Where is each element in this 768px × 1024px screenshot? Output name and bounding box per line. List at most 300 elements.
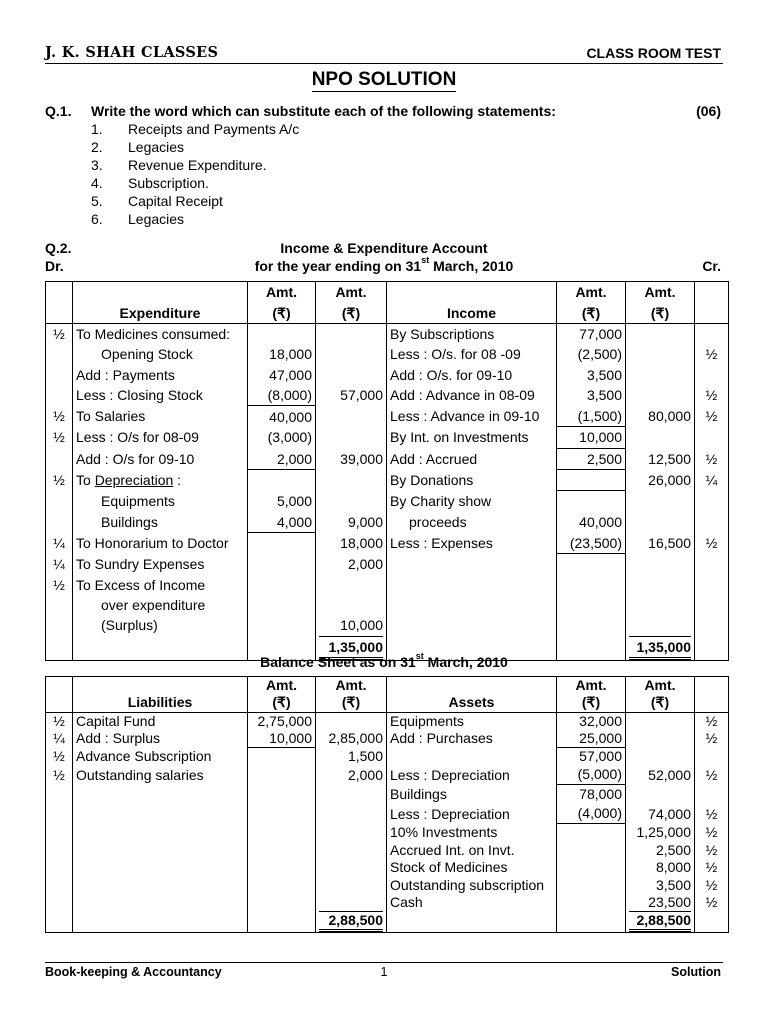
table-cell: [46, 448, 73, 469]
table-cell: [46, 595, 73, 615]
table-cell: ½: [46, 406, 73, 427]
total-amount: 2,88,500: [629, 911, 691, 932]
table-cell: ½: [695, 859, 729, 876]
answer-item: 6. Legacies: [91, 211, 185, 227]
bs-body: [46, 677, 729, 933]
table-cell: [248, 765, 316, 785]
table-cell: [316, 859, 387, 876]
table-cell: [46, 302, 73, 323]
answer-item: 5. Capital Receipt: [91, 193, 223, 209]
table-cell: [557, 615, 626, 635]
ie-subtitle: for the year ending on 31st March, 2010: [254, 255, 514, 274]
table-cell: ½: [46, 427, 73, 448]
table-cell: ½: [695, 712, 729, 730]
table-cell: [695, 554, 729, 575]
table-row: [46, 554, 729, 575]
table-cell: (23,500): [557, 533, 626, 554]
table-cell: [46, 804, 73, 824]
assets-header: Assets: [387, 694, 557, 712]
table-cell: [46, 282, 73, 303]
rupee-header: (₹): [626, 302, 695, 323]
rupee-header: (₹): [557, 302, 626, 323]
rupee-header: (₹): [626, 694, 695, 712]
table-cell: To Sundry Expenses: [73, 554, 248, 575]
table-cell: Outstanding subscription: [387, 876, 557, 893]
table-cell: Accrued Int. on Invt.: [387, 842, 557, 859]
table-cell: [626, 730, 695, 748]
table-cell: [695, 785, 729, 805]
table-cell: 77,000: [557, 323, 626, 344]
table-cell: 10% Investments: [387, 824, 557, 842]
footer-page-number: 1: [380, 965, 388, 979]
table-cell: [73, 894, 248, 911]
table-cell: [626, 748, 695, 766]
table-cell: [73, 677, 248, 695]
table-cell: [626, 323, 695, 344]
table-cell: ½: [695, 824, 729, 842]
table-cell: [316, 574, 387, 594]
table-cell: [46, 876, 73, 893]
table-cell: Advance Subscription: [73, 748, 248, 766]
table-cell: To Medicines consumed:: [73, 323, 248, 344]
amt-header: Amt.: [626, 282, 695, 303]
table-cell: [248, 470, 316, 491]
table-cell: [248, 804, 316, 824]
table-cell: [695, 282, 729, 303]
table-cell: [626, 491, 695, 512]
table-cell: To Salaries: [73, 406, 248, 427]
table-cell: [248, 574, 316, 594]
table-cell: [248, 859, 316, 876]
table-cell: [248, 842, 316, 859]
rupee-header: (₹): [248, 694, 316, 712]
table-cell: [73, 824, 248, 842]
table-cell: [46, 824, 73, 842]
table-cell: By Subscriptions: [387, 323, 557, 344]
table-cell: By Charity show: [387, 491, 557, 512]
ie-title: Income & Expenditure Account: [280, 240, 488, 256]
table-cell: (4,000): [557, 804, 626, 824]
table-cell: ½: [46, 712, 73, 730]
table-cell: [248, 554, 316, 575]
table-cell: [248, 533, 316, 554]
table-cell: [248, 911, 316, 933]
table-cell: Add : Purchases: [387, 730, 557, 748]
table-row: [46, 730, 729, 748]
answer-item: 4. Subscription.: [91, 175, 209, 191]
table-cell: Capital Fund: [73, 712, 248, 730]
table-cell: 57,000: [316, 385, 387, 406]
table-cell: [73, 804, 248, 824]
income-header: Income: [387, 302, 557, 323]
table-cell: [46, 911, 73, 933]
table-cell: 40,000: [557, 512, 626, 533]
table-cell: 2,85,000: [316, 730, 387, 748]
table-cell: 2,500: [626, 842, 695, 859]
table-cell: [557, 491, 626, 512]
table-cell: [316, 894, 387, 911]
table-cell: [626, 427, 695, 448]
table-cell: Less : O/s for 08-09: [73, 427, 248, 448]
table-cell: ¼: [46, 554, 73, 575]
table-cell: Less : Closing Stock: [73, 385, 248, 406]
table-row: [46, 876, 729, 893]
table-cell: To Honorarium to Doctor: [73, 533, 248, 554]
amt-header: Amt.: [248, 677, 316, 695]
table-cell: Buildings: [387, 785, 557, 805]
table-cell: 78,000: [557, 785, 626, 805]
header-institute: J. K. SHAH CLASSES: [45, 44, 219, 61]
table-cell: (2,500): [557, 344, 626, 364]
table-cell: [46, 859, 73, 876]
table-cell: [626, 615, 695, 635]
table-row: [46, 595, 729, 615]
table-cell: Less : Advance in 09-10: [387, 406, 557, 427]
liabilities-header: Liabilities: [73, 694, 248, 712]
table-row: [46, 842, 729, 859]
table-row: [46, 323, 729, 344]
table-cell: [557, 876, 626, 893]
table-header-row: [46, 677, 729, 695]
table-cell: [316, 876, 387, 893]
table-cell: ½: [695, 344, 729, 364]
table-cell: 32,000: [557, 712, 626, 730]
table-header-row: [46, 302, 729, 323]
table-cell: Add : O/s. for 09-10: [387, 365, 557, 385]
table-cell: [248, 615, 316, 635]
table-cell: [557, 824, 626, 842]
table-cell: over expenditure: [73, 595, 248, 615]
table-cell: [46, 512, 73, 533]
table-cell: [626, 385, 695, 406]
table-cell: ½: [695, 804, 729, 824]
table-cell: ½: [46, 470, 73, 491]
answer-item: 1. Receipts and Payments A/c: [91, 121, 300, 137]
answer-item: 2. Legacies: [91, 139, 185, 155]
table-cell: ½: [46, 323, 73, 344]
table-row: [46, 365, 729, 385]
table-cell: proceeds: [387, 512, 557, 533]
table-cell: [73, 911, 248, 933]
table-cell: ½: [695, 448, 729, 469]
table-cell: ½: [695, 876, 729, 893]
table-cell: [557, 911, 626, 933]
table-cell: [73, 282, 248, 303]
table-cell: [557, 574, 626, 594]
q1-number: Q.1.: [45, 103, 72, 119]
table-cell: [46, 365, 73, 385]
table-cell: 10,000: [248, 730, 316, 748]
table-cell: [557, 894, 626, 911]
table-cell: [316, 712, 387, 730]
table-row: [46, 824, 729, 842]
table-cell: (Surplus): [73, 615, 248, 635]
table-cell: [46, 842, 73, 859]
table-cell: 18,000: [316, 533, 387, 554]
table-cell: 18,000: [248, 344, 316, 364]
table-cell: [387, 911, 557, 933]
table-cell: [557, 842, 626, 859]
table-cell: 3,500: [557, 365, 626, 385]
table-cell: [316, 406, 387, 427]
table-cell: [387, 574, 557, 594]
table-cell: 1,25,000: [626, 824, 695, 842]
table-cell: [248, 748, 316, 766]
table-cell: ½: [695, 730, 729, 748]
table-cell: 26,000: [626, 470, 695, 491]
table-cell: 2,75,000: [248, 712, 316, 730]
table-cell: 2,000: [316, 554, 387, 575]
table-cell: ¼: [46, 533, 73, 554]
table-cell: [316, 804, 387, 824]
footer-rule: [45, 962, 723, 963]
amt-header: Amt.: [557, 677, 626, 695]
table-cell: [626, 574, 695, 594]
table-header-row: [46, 694, 729, 712]
table-cell: 80,000: [626, 406, 695, 427]
table-cell: ¼: [46, 730, 73, 748]
table-cell: 10,000: [316, 615, 387, 635]
table-cell: (8,000): [248, 385, 316, 406]
total-liabilities: [316, 911, 387, 933]
table-cell: Less : Expenses: [387, 533, 557, 554]
total-amount: 1,35,000: [319, 636, 383, 660]
table-cell: ½: [695, 894, 729, 911]
table-cell: [316, 842, 387, 859]
table-cell: [557, 470, 626, 491]
income-expenditure-table: [45, 281, 729, 661]
table-row: [46, 615, 729, 635]
table-cell: ¼: [695, 470, 729, 491]
table-cell: ½: [695, 765, 729, 785]
table-cell: [695, 491, 729, 512]
table-cell: [248, 894, 316, 911]
table-cell: [46, 491, 73, 512]
table-cell: [695, 595, 729, 615]
rupee-header: (₹): [316, 302, 387, 323]
table-cell: [46, 344, 73, 364]
table-header-row: [46, 282, 729, 303]
table-cell: [695, 748, 729, 766]
table-row: [46, 470, 729, 491]
table-cell: [46, 894, 73, 911]
header-rule: [45, 63, 723, 64]
table-cell: 5,000: [248, 491, 316, 512]
table-cell: [248, 595, 316, 615]
table-cell: Add : Advance in 08-09: [387, 385, 557, 406]
table-cell: [387, 677, 557, 695]
table-cell: 3,500: [557, 385, 626, 406]
table-cell: [695, 911, 729, 933]
table-cell: Less : Depreciation: [387, 765, 557, 785]
table-cell: ½: [695, 533, 729, 554]
table-cell: Equipments: [73, 491, 248, 512]
amt-header: Amt.: [626, 677, 695, 695]
table-row: [46, 859, 729, 876]
table-cell: Less : O/s. for 08 -09: [387, 344, 557, 364]
table-cell: Add : Payments: [73, 365, 248, 385]
q1-marks: (06): [696, 103, 721, 119]
table-row: [46, 344, 729, 364]
table-row: [46, 712, 729, 730]
table-cell: Equipments: [387, 712, 557, 730]
table-cell: (3,000): [248, 427, 316, 448]
table-cell: [316, 427, 387, 448]
bs-title: Balance Sheet as on 31st March, 2010: [260, 651, 508, 670]
table-cell: Add : Accrued: [387, 448, 557, 469]
table-cell: [316, 824, 387, 842]
table-cell: 25,000: [557, 730, 626, 748]
table-row: [46, 385, 729, 406]
table-cell: [248, 824, 316, 842]
table-cell: To Excess of Income: [73, 574, 248, 594]
table-cell: [387, 554, 557, 575]
table-cell: [626, 365, 695, 385]
ie-body: [46, 282, 729, 661]
header-test-type: CLASS ROOM TEST: [586, 45, 721, 61]
table-cell: [387, 748, 557, 766]
table-cell: ½: [695, 385, 729, 406]
table-cell: [316, 344, 387, 364]
q2-number: Q.2.: [45, 240, 72, 256]
table-cell: [387, 615, 557, 635]
amt-header: Amt.: [557, 282, 626, 303]
total-amount: 2,88,500: [319, 911, 383, 932]
table-cell: [46, 785, 73, 805]
rupee-header: (₹): [557, 694, 626, 712]
table-cell: ½: [695, 842, 729, 859]
table-cell: (1,500): [557, 406, 626, 427]
table-cell: [73, 876, 248, 893]
balance-sheet-table: [45, 676, 729, 933]
table-cell: 1,500: [316, 748, 387, 766]
table-cell: [695, 615, 729, 635]
table-row: [46, 448, 729, 469]
table-cell: ½: [695, 406, 729, 427]
table-cell: Stock of Medicines: [387, 859, 557, 876]
table-row: [46, 765, 729, 785]
table-cell: [73, 859, 248, 876]
table-cell: [695, 323, 729, 344]
table-cell: [626, 785, 695, 805]
total-amount: 1,35,000: [629, 636, 691, 660]
amt-header: Amt.: [316, 677, 387, 695]
table-cell: Less : Depreciation: [387, 804, 557, 824]
table-cell: [626, 712, 695, 730]
table-cell: 23,500: [626, 894, 695, 911]
answer-item: 3. Revenue Expenditure.: [91, 157, 267, 173]
amt-header: Amt.: [316, 282, 387, 303]
table-cell: [46, 677, 73, 695]
table-cell: [316, 595, 387, 615]
table-cell: 16,500: [626, 533, 695, 554]
table-cell: [557, 554, 626, 575]
table-row: [46, 491, 729, 512]
table-cell: 8,000: [626, 859, 695, 876]
table-cell: [626, 512, 695, 533]
table-cell: (5,000): [557, 765, 626, 785]
table-cell: Add : O/s for 09-10: [73, 448, 248, 469]
table-cell: 2,000: [248, 448, 316, 469]
table-cell: Outstanding salaries: [73, 765, 248, 785]
footer-subject: Book-keeping & Accountancy: [45, 965, 222, 979]
table-row: [46, 533, 729, 554]
table-row: [46, 406, 729, 427]
table-cell: ½: [46, 574, 73, 594]
table-cell: [316, 323, 387, 344]
rupee-header: (₹): [248, 302, 316, 323]
cr-label: Cr.: [702, 258, 721, 274]
table-cell: [46, 615, 73, 635]
table-row: [46, 512, 729, 533]
table-cell: ½: [46, 765, 73, 785]
table-cell: [73, 842, 248, 859]
table-row: [46, 427, 729, 448]
table-cell: [695, 574, 729, 594]
table-cell: 40,000: [248, 406, 316, 427]
table-row: [46, 894, 729, 911]
table-cell: [695, 677, 729, 695]
table-cell: [626, 595, 695, 615]
table-cell: [695, 512, 729, 533]
table-cell: [248, 785, 316, 805]
table-cell: [387, 595, 557, 615]
table-cell: [387, 282, 557, 303]
table-cell: 3,500: [626, 876, 695, 893]
table-total-row: [46, 911, 729, 933]
rupee-header: (₹): [316, 694, 387, 712]
footer-section: Solution: [671, 965, 721, 979]
table-cell: Opening Stock: [73, 344, 248, 364]
table-cell: [316, 785, 387, 805]
table-cell: By Donations: [387, 470, 557, 491]
total-assets: [626, 911, 695, 933]
table-cell: [316, 365, 387, 385]
table-cell: 4,000: [248, 512, 316, 533]
q1-question: Write the word which can substitute each of the following statements:: [91, 103, 556, 119]
table-cell: 10,000: [557, 427, 626, 448]
dr-label: Dr.: [45, 258, 64, 274]
table-cell: [557, 595, 626, 615]
table-cell: [695, 365, 729, 385]
table-cell: By Int. on Investments: [387, 427, 557, 448]
table-row: [46, 804, 729, 824]
table-cell: [46, 385, 73, 406]
table-row: [46, 574, 729, 594]
table-cell: 12,500: [626, 448, 695, 469]
table-cell: 74,000: [626, 804, 695, 824]
table-cell: [248, 323, 316, 344]
table-cell: 2,500: [557, 448, 626, 469]
table-cell: [695, 302, 729, 323]
table-cell: 9,000: [316, 512, 387, 533]
depreciation-label: Depreciation: [94, 472, 174, 489]
table-cell: [626, 344, 695, 364]
table-cell: [248, 876, 316, 893]
table-cell: 47,000: [248, 365, 316, 385]
table-row: [46, 785, 729, 805]
table-cell: Add : Surplus: [73, 730, 248, 748]
table-cell: ½: [46, 748, 73, 766]
table-cell: [695, 694, 729, 712]
table-cell: [73, 785, 248, 805]
table-cell: To Depreciation :: [73, 470, 248, 491]
page-title: NPO SOLUTION: [311, 69, 457, 90]
table-cell: [695, 427, 729, 448]
table-cell: 39,000: [316, 448, 387, 469]
table-row: [46, 748, 729, 766]
table-cell: [626, 554, 695, 575]
